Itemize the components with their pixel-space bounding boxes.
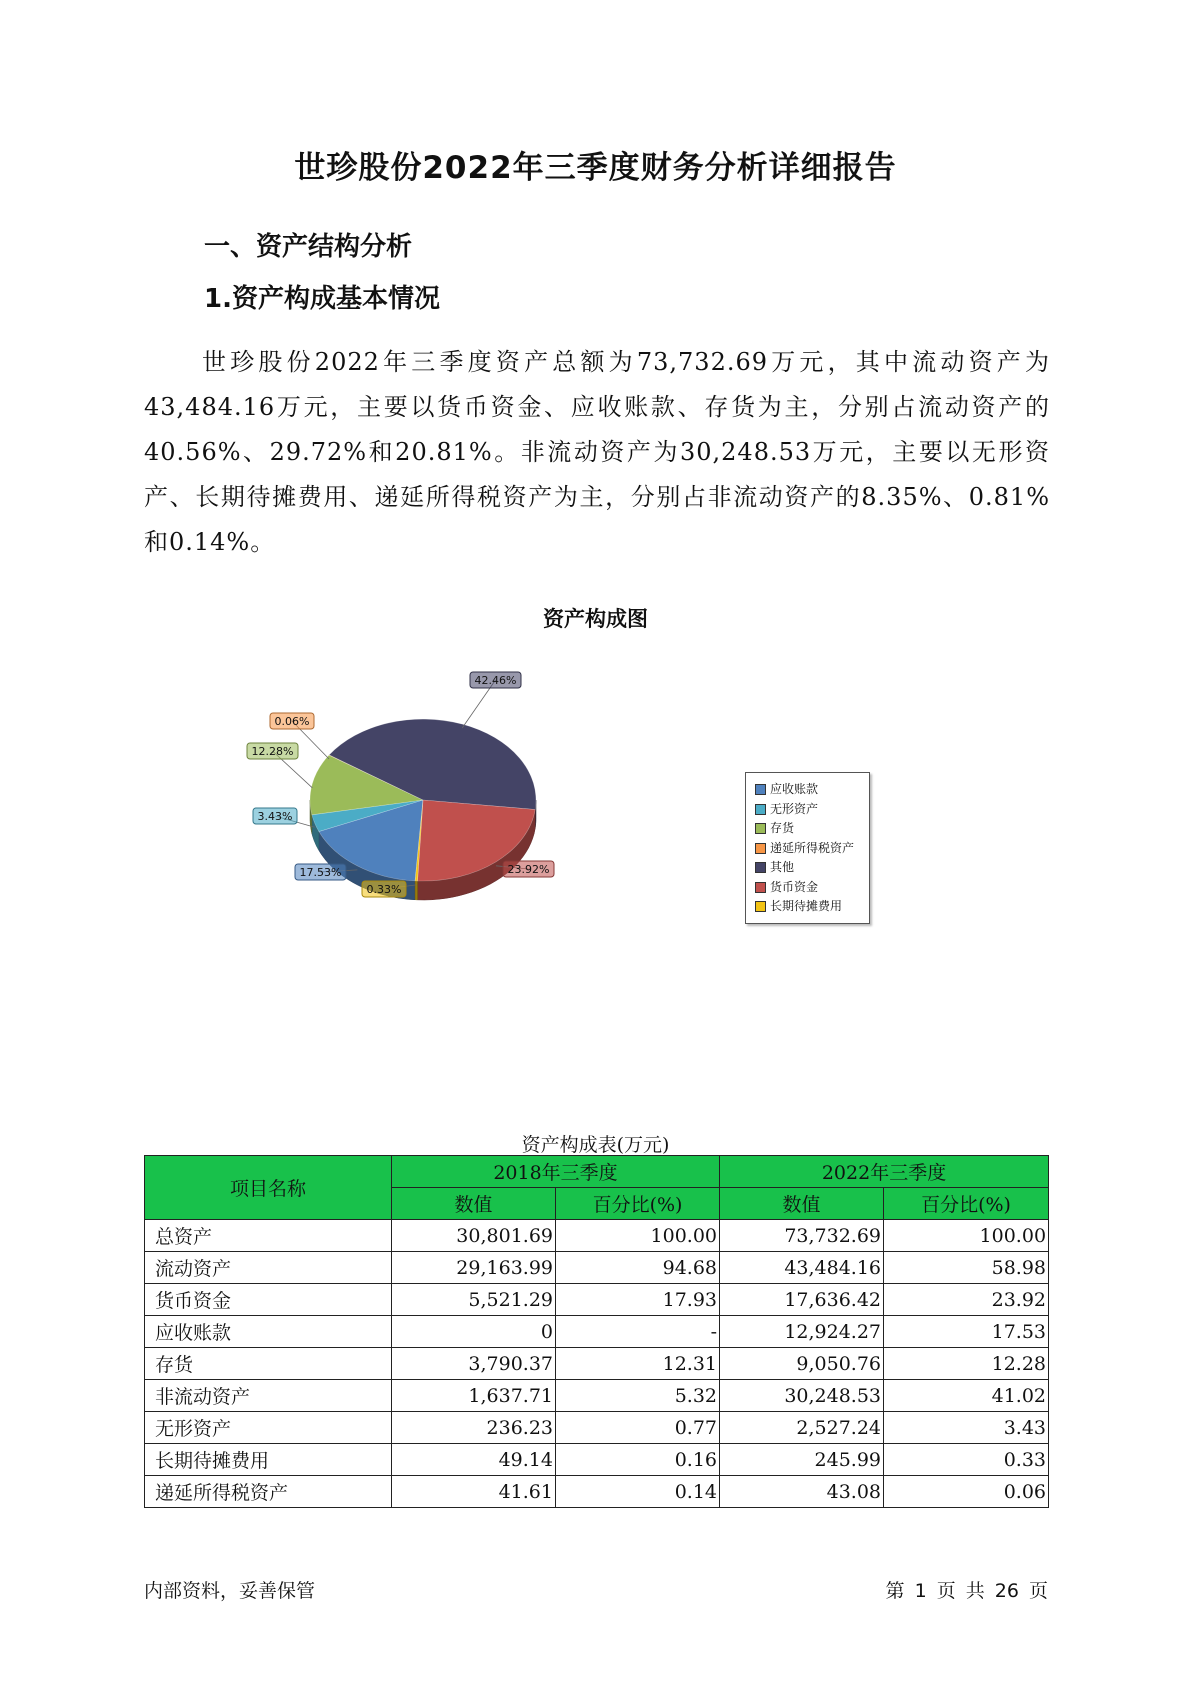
legend-swatch (755, 823, 766, 834)
cell-p1: 0.77 (556, 1412, 720, 1444)
header-value-2022: 数值 (720, 1188, 884, 1220)
chart-title: 资产构成图 (543, 607, 648, 631)
cell-v1: 30,801.69 (392, 1220, 556, 1252)
data-label: 23.92% (507, 863, 550, 876)
cell-v1: 3,790.37 (392, 1348, 556, 1380)
legend-label: 存货 (770, 821, 795, 835)
report-title: 世珍股份2022年三季度财务分析详细报告 (294, 150, 897, 186)
legend-label: 其他 (770, 860, 795, 874)
cell-p1: - (556, 1316, 720, 1348)
cell-name: 存货 (145, 1348, 392, 1380)
cell-p2: 23.92 (884, 1284, 1049, 1316)
asset-pie-chart (225, 660, 645, 930)
pie-side-wall (415, 881, 417, 900)
legend-item (755, 780, 818, 798)
legend-label: 无形资产 (770, 801, 819, 816)
legend-label: 货币资金 (770, 879, 819, 894)
legend-label: 递延所得税资产 (770, 840, 855, 855)
cell-p2: 0.33 (884, 1444, 1049, 1476)
data-label: 0.33% (366, 883, 402, 896)
cell-name: 无形资产 (145, 1412, 392, 1444)
cell-v1: 5,521.29 (392, 1284, 556, 1316)
table-row (145, 1412, 1049, 1444)
cell-v2: 245.99 (720, 1444, 884, 1476)
legend-item (755, 897, 842, 915)
cell-p2: 17.53 (884, 1316, 1049, 1348)
legend-swatch (755, 862, 766, 873)
cell-p2: 100.00 (884, 1220, 1049, 1252)
cell-p1: 5.32 (556, 1380, 720, 1412)
table-row (145, 1444, 1049, 1476)
legend-swatch (755, 804, 766, 815)
table-row (145, 1284, 1049, 1316)
cell-v1: 236.23 (392, 1412, 556, 1444)
cell-p1: 0.16 (556, 1444, 720, 1476)
cell-v1: 41.61 (392, 1476, 556, 1508)
cell-v2: 43.08 (720, 1476, 884, 1508)
header-period-2022: 2022年三季度 (720, 1156, 1049, 1188)
cell-p1: 17.93 (556, 1284, 720, 1316)
summary-paragraph: 世珍股份2022年三季度资产总额为73,732.69万元，其中流动资产为43,484.16万元，主要以货币资金、应收账款、存货为主，分别占流动资产的40.56%、29.72%和20.81%。非流动资产为30,248.53万元，主要以无形资产、长期待摊费用、递延所得税资产为主，分别占非流动资产的8.35%、0.81%和0.14%。 (144, 348, 1050, 556)
legend-item (755, 819, 794, 837)
cell-name: 长期待摊费用 (145, 1444, 392, 1476)
header-percent-2022: 百分比(%) (884, 1188, 1049, 1220)
legend-swatch (755, 882, 766, 893)
cell-name: 应收账款 (145, 1316, 392, 1348)
cell-p2: 41.02 (884, 1380, 1049, 1412)
cell-name: 总资产 (145, 1220, 392, 1252)
cell-p1: 94.68 (556, 1252, 720, 1284)
cell-p1: 0.14 (556, 1476, 720, 1508)
legend-item (755, 800, 818, 818)
data-label: 42.46% (474, 674, 517, 687)
subsection-heading: 1.资产构成基本情况 (204, 284, 440, 314)
table-row (145, 1252, 1049, 1284)
legend-swatch (755, 901, 766, 912)
cell-v2: 2,527.24 (720, 1412, 884, 1444)
data-label: 17.53% (299, 866, 342, 879)
header-period-2018: 2018年三季度 (392, 1156, 720, 1188)
cell-v2: 12,924.27 (720, 1316, 884, 1348)
data-label: 12.28% (251, 745, 294, 758)
cell-v2: 43,484.16 (720, 1252, 884, 1284)
cell-p1: 12.31 (556, 1348, 720, 1380)
cell-p2: 0.06 (884, 1476, 1049, 1508)
legend-label: 长期待摊费用 (770, 899, 843, 913)
header-percent-2018: 百分比(%) (556, 1188, 720, 1220)
legend-item (755, 858, 794, 876)
cell-p2: 12.28 (884, 1348, 1049, 1380)
header-value-2018: 数值 (392, 1188, 556, 1220)
cell-v2: 9,050.76 (720, 1348, 884, 1380)
table-row (145, 1476, 1049, 1508)
cell-v1: 29,163.99 (392, 1252, 556, 1284)
cell-p2: 3.43 (884, 1412, 1049, 1444)
cell-v2: 17,636.42 (720, 1284, 884, 1316)
cell-p1: 100.00 (556, 1220, 720, 1252)
cell-name: 货币资金 (145, 1284, 392, 1316)
chart-legend (745, 772, 870, 924)
legend-swatch (755, 784, 766, 795)
table-caption: 资产构成表(万元) (521, 1134, 670, 1156)
table-row (145, 1380, 1049, 1412)
legend-item (755, 878, 818, 896)
cell-p2: 58.98 (884, 1252, 1049, 1284)
asset-table (144, 1155, 1049, 1508)
cell-v1: 49.14 (392, 1444, 556, 1476)
cell-v1: 0 (392, 1316, 556, 1348)
header-item-name: 项目名称 (145, 1156, 392, 1220)
data-label: 0.06% (274, 715, 310, 728)
table-row (145, 1316, 1049, 1348)
section-heading: 一、资产结构分析 (204, 232, 413, 262)
legend-swatch (755, 843, 766, 854)
cell-name: 递延所得税资产 (145, 1476, 392, 1508)
footer-confidential: 内部资料，妥善保管 (144, 1580, 316, 1602)
footer-page-number: 第 1 页 共 26 页 (885, 1580, 1048, 1602)
table-row (145, 1348, 1049, 1380)
data-label: 3.43% (257, 810, 293, 823)
cell-v2: 73,732.69 (720, 1220, 884, 1252)
legend-item (755, 839, 854, 857)
cell-name: 非流动资产 (145, 1380, 392, 1412)
legend-label: 应收账款 (770, 782, 819, 796)
cell-v2: 30,248.53 (720, 1380, 884, 1412)
cell-name: 流动资产 (145, 1252, 392, 1284)
cell-v1: 1,637.71 (392, 1380, 556, 1412)
table-row (145, 1220, 1049, 1252)
